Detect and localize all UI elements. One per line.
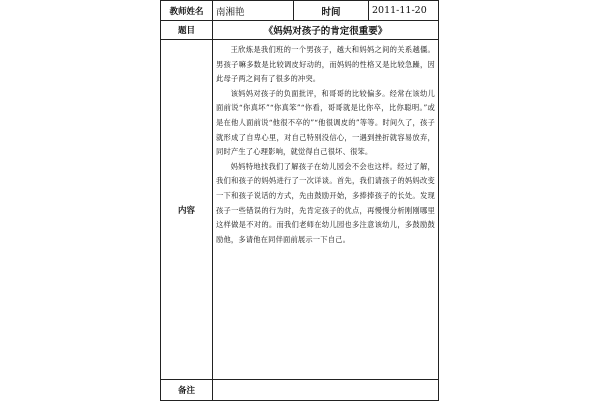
date-value: 2011-11-20	[369, 1, 439, 21]
teaching-record-form	[160, 0, 438, 400]
content-paragraph-1: 王欣炼是我们班的一个男孩子，越大和妈妈之间的关系越僵。男孩子嘛多数是比较调皮好动的，而妈妈的性格又是比较急躁，因此母子两之间有了很多的冲突。	[216, 45, 435, 84]
teacher-name-value: 南湘艳	[213, 1, 294, 21]
time-label: 时间	[294, 1, 369, 21]
content-paragraph-3: 妈妈特地找我们了解孩子在幼儿园会不会也这样。经过了解，我们和孩子的妈妈进行了一次详谈。首先，我们请孩子的妈妈改变一下和孩子说话的方式，先由鼓励开始，多捧捧孩子的长处。发现孩子一些错误的行为时，先肯定孩子的优点，再慢慢分析刚刚哪里这样做是不对的。而我们老师在幼儿园也多注意该幼儿，多鼓励鼓励他，多请他在同伴面前展示一下自己。	[216, 161, 435, 244]
topic-row	[161, 21, 439, 40]
header-row	[161, 1, 439, 21]
content-body	[213, 40, 439, 380]
remarks-label: 备注	[161, 380, 213, 401]
content-row	[161, 40, 439, 380]
teacher-name-label: 教师姓名	[161, 1, 213, 21]
remarks-value	[213, 380, 439, 401]
topic-title: 《妈妈对孩子的肯定很重要》	[213, 21, 439, 40]
remarks-row	[161, 380, 439, 401]
content-label: 内容	[161, 40, 213, 380]
record-table	[160, 0, 439, 401]
content-paragraph-2: 该妈妈对孩子的负面批评，和哥哥的比较偏多。经常在该幼儿面前说“你真坏”“你真笨”“你看，哥哥就是比你卒，比你聪明。”或是在他人面前说“他很不卒的”“他很调皮的”等等。时间久了，孩子就形成了自卑心里，对自己特别没信心，一遇到挫折就容易放弃，同时产生了心理影响，就觉得自己很坏、很笨。	[216, 88, 435, 157]
topic-label: 题目	[161, 21, 213, 40]
